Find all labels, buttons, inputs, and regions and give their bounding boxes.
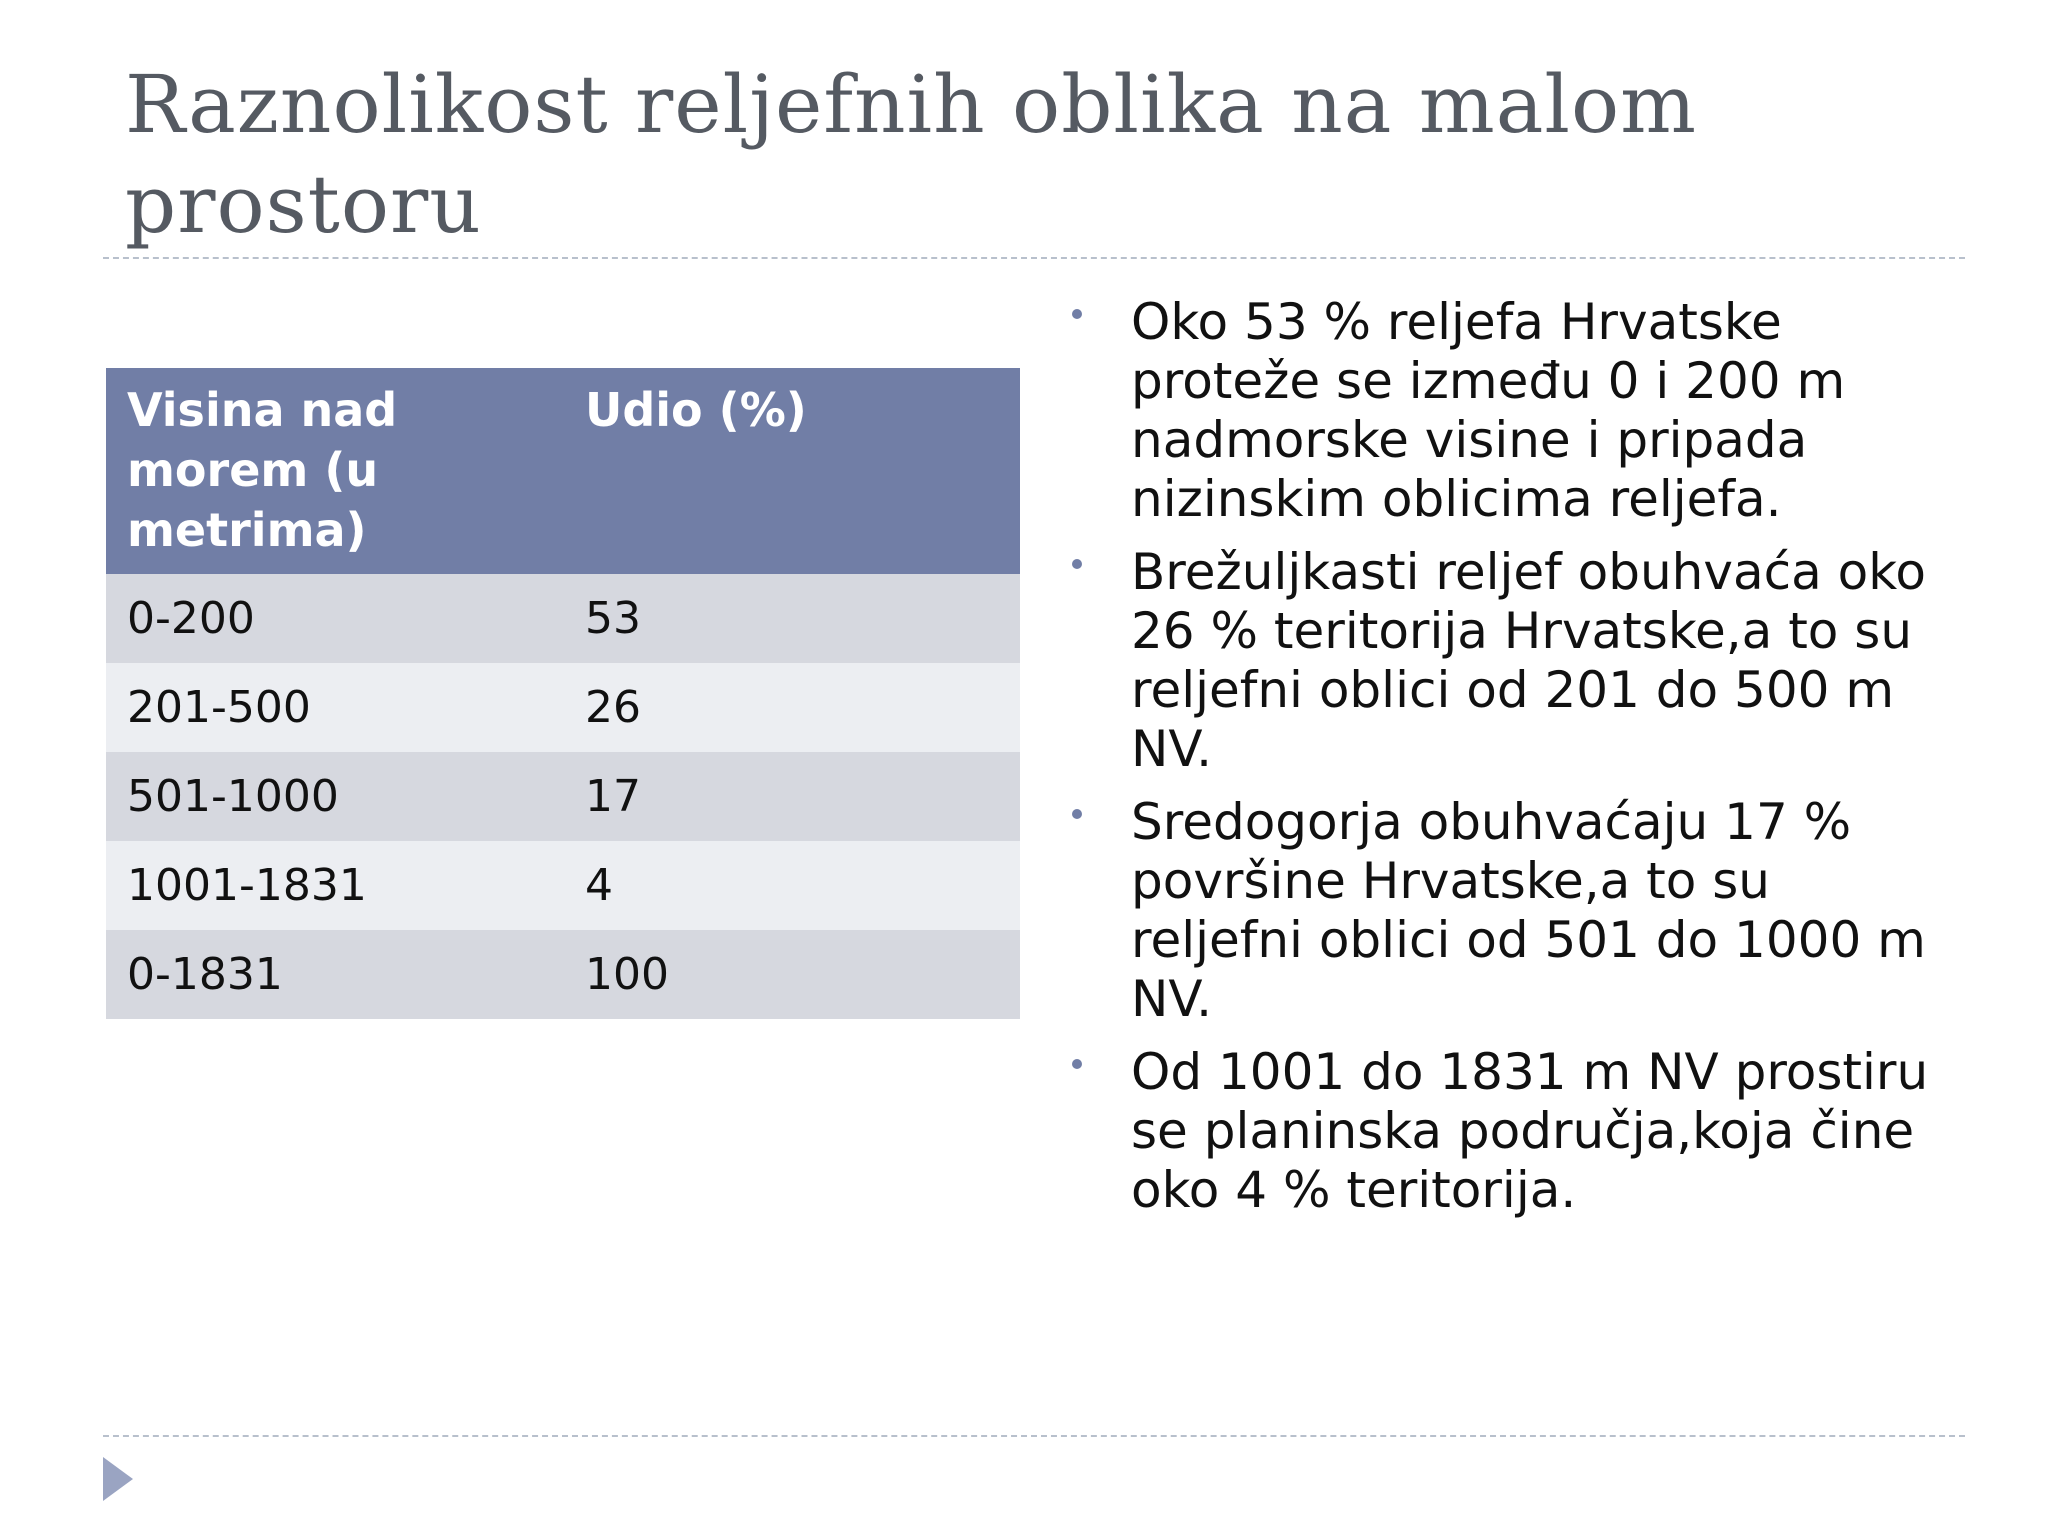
title-divider (103, 257, 1965, 259)
table-header-elevation: Visina nad morem (u metrima) (106, 368, 564, 574)
table-row (106, 752, 1020, 841)
list-item (1067, 793, 1947, 1029)
table-row (106, 930, 1020, 1019)
table-cell-share: 100 (564, 930, 1020, 1019)
table-header-share: Udio (%) (564, 368, 1020, 574)
bullet-text: Brežuljkasti reljef obuhvaća oko 26 % teritorija Hrvatske,a to su reljefni oblici od 201 do 500 m NV. (1131, 543, 1926, 778)
footer-divider (103, 1435, 1965, 1437)
bullet-dot-icon (1072, 809, 1082, 819)
table-cell-elevation: 1001-1831 (106, 841, 564, 930)
table-cell-elevation: 201-500 (106, 663, 564, 752)
bullet-dot-icon (1072, 559, 1082, 569)
bullet-dot-icon (1072, 309, 1082, 319)
table-cell-share: 53 (564, 574, 1020, 663)
table-cell-elevation: 0-1831 (106, 930, 564, 1019)
bullet-text: Od 1001 do 1831 m NV prostiru se planinska područja,koja čine oko 4 % teritorija. (1131, 1043, 1929, 1219)
table-cell-share: 17 (564, 752, 1020, 841)
table-cell-elevation: 501-1000 (106, 752, 564, 841)
bullet-list (1067, 293, 1947, 1234)
list-item (1067, 543, 1947, 779)
list-item (1067, 1043, 1947, 1220)
table-cell-share: 26 (564, 663, 1020, 752)
list-item (1067, 293, 1947, 529)
table-row (106, 574, 1020, 663)
elevation-table (106, 368, 1020, 1019)
table-row (106, 841, 1020, 930)
bullet-text: Oko 53 % reljefa Hrvatske proteže se između 0 i 200 m nadmorske visine i pripada nizinskim oblicima reljefa. (1131, 293, 1846, 528)
slide-title: Raznolikost reljefnih oblika na malom prostoru (125, 58, 1697, 251)
bullet-text: Sredogorja obuhvaćaju 17 % površine Hrvatske,a to su reljefni oblici od 501 do 1000 m NV. (1131, 793, 1926, 1028)
table-row (106, 663, 1020, 752)
bullet-dot-icon (1072, 1059, 1082, 1069)
table-header-row (106, 368, 1020, 574)
play-triangle-icon[interactable] (103, 1457, 133, 1501)
table-cell-elevation: 0-200 (106, 574, 564, 663)
table-cell-share: 4 (564, 841, 1020, 930)
